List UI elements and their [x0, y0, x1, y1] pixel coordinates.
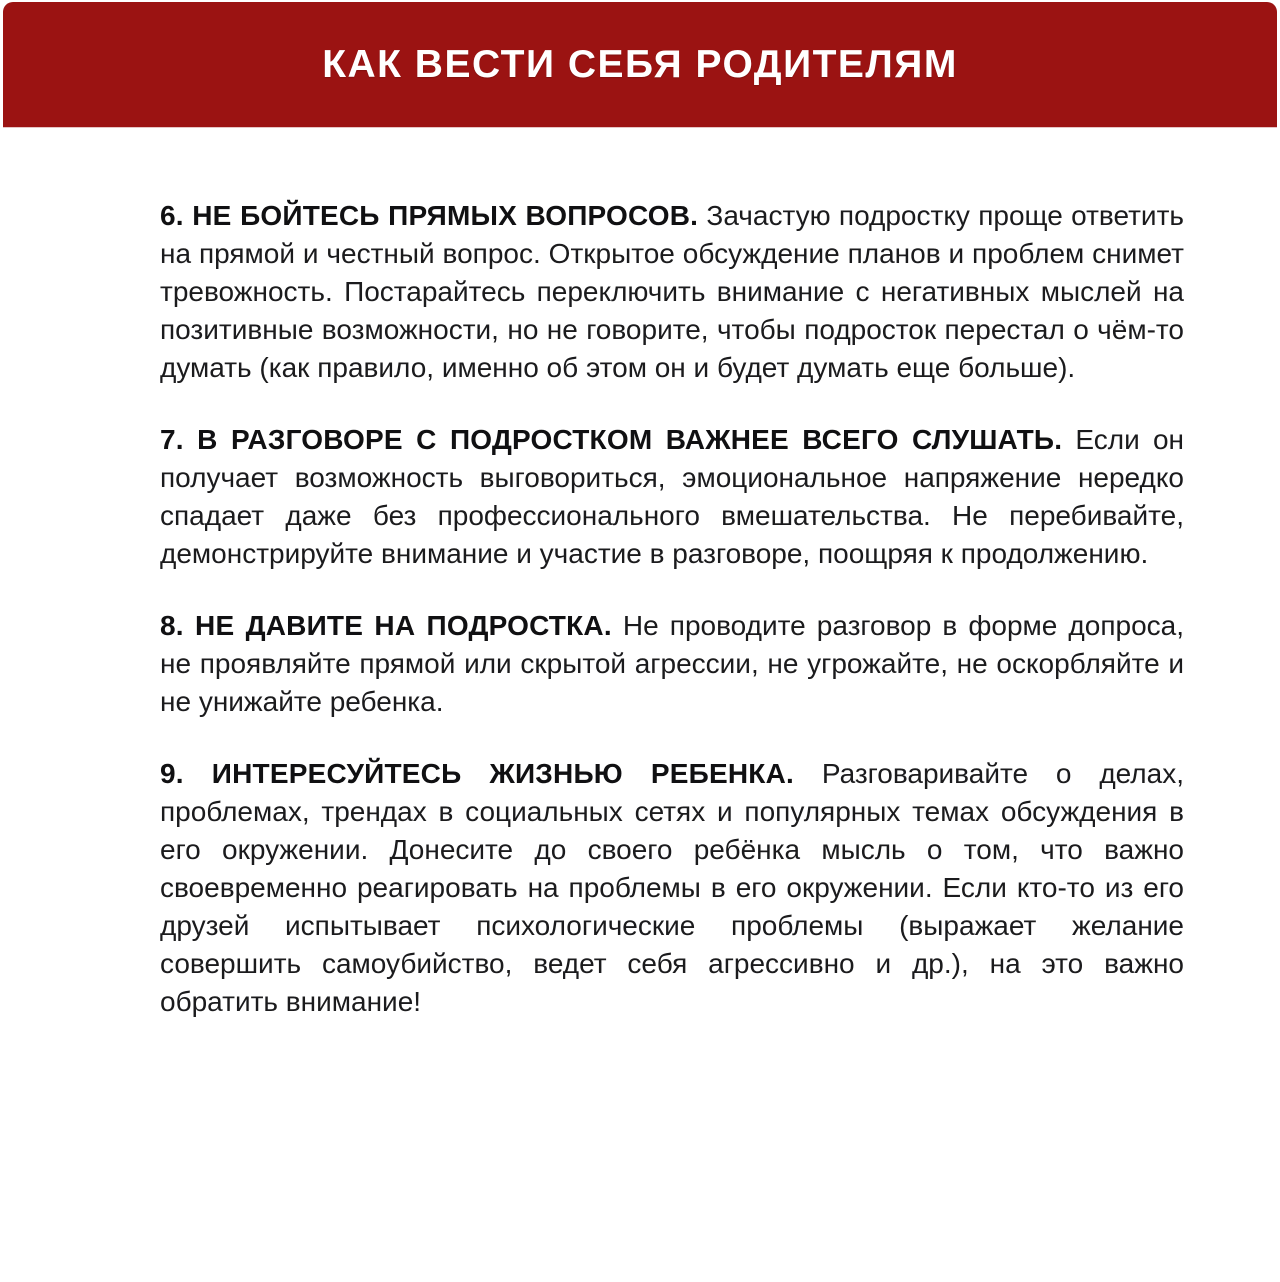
advice-paragraph-7	[160, 421, 1184, 573]
advice-paragraph-9	[160, 755, 1184, 1021]
advice-paragraph-8	[160, 607, 1184, 721]
advice-lead-6: 6. НЕ БОЙТЕСЬ ПРЯМЫХ ВОПРОСОВ.	[160, 200, 699, 231]
advice-lead-7: 7. В РАЗГОВОРЕ С ПОДРОСТКОМ ВАЖНЕЕ ВСЕГО СЛУШАТЬ.	[160, 424, 1063, 455]
header-bar	[3, 2, 1277, 127]
advice-list	[0, 127, 1280, 1021]
advice-paragraph-6	[160, 197, 1184, 387]
advice-body-6: Зачастую подростку проще ответить на прямой и честный вопрос. Открытое обсуждение планов и проблем снимет тревожность. Постарайтесь переключить внимание с негативных мыслей на позитивные возможности, но не говорите, чтобы подросток перестал о чём-то думать (как правило, именно об этом он и будет думать еще больше).	[160, 200, 1184, 383]
advice-body-7: Если он получает возможность выговориться, эмоциональное напряжение нередко спадает даже без профессионального вмешательства. Не перебивайте, демонстрируйте внимание и участие в разговоре, поощряя к продолжению.	[160, 424, 1185, 569]
page-title: КАК ВЕСТИ СЕБЯ РОДИТЕЛЯМ	[322, 42, 958, 86]
advice-body-9: Разговаривайте о делах, проблемах, трендах в социальных сетях и популярных темах обсуждения в его окружении. Донесите до своего ребёнка мысль о том, что важно своевременно реагировать на проблемы в его окружении. Если кто-то из его друзей испытывает психологические проблемы (выражает желание совершить самоубийство, ведет себя агрессивно и др.), на это важно обратить внимание!	[160, 758, 1184, 1017]
advice-body-8: Не проводите разговор в форме допроса, не проявляйте прямой или скрытой агрессии, не угрожайте, не оскорбляйте и не унижайте ребенка.	[160, 610, 1184, 717]
advice-lead-8: 8. НЕ ДАВИТЕ НА ПОДРОСТКА.	[160, 610, 612, 641]
advice-lead-9: 9. ИНТЕРЕСУЙТЕСЬ ЖИЗНЬЮ РЕБЕНКА.	[160, 758, 794, 789]
